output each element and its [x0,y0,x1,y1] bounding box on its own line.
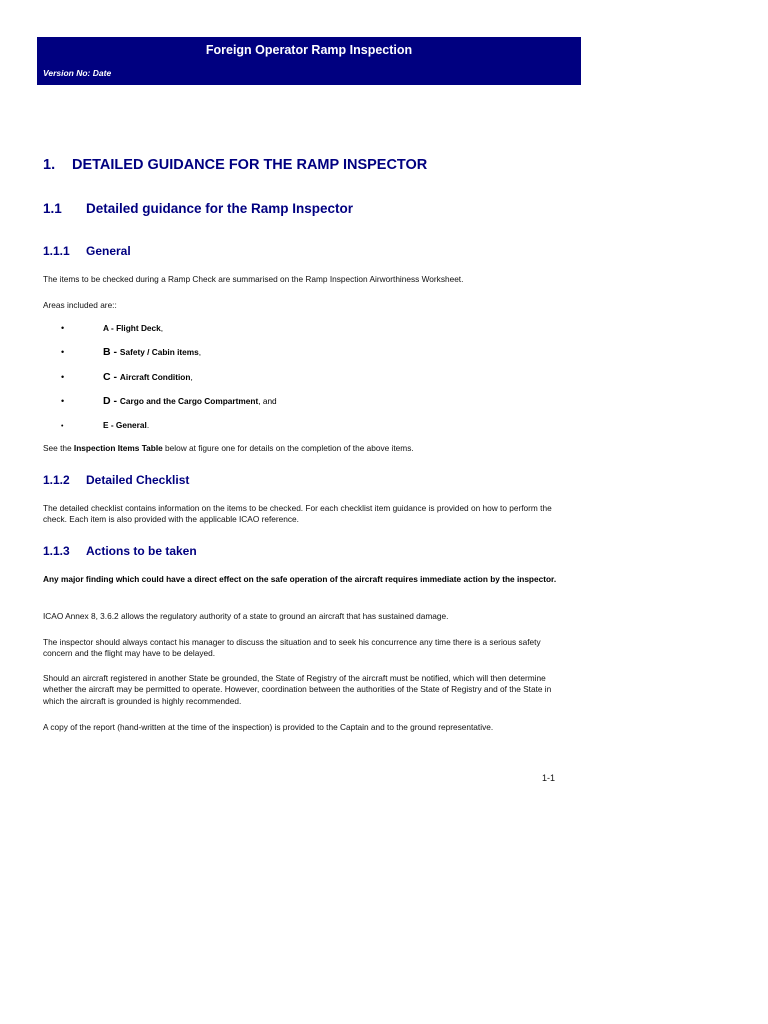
list-item: • A - Flight Deck, [61,323,164,333]
section-number: 1.1 [43,201,62,216]
general-intro-paragraph: The items to be checked during a Ramp Check are summarised on the Ramp Inspection Airworthiness Worksheet. [43,274,464,284]
section-1-1-2-heading [43,473,189,487]
bullet-icon: • [61,423,64,430]
header-banner [37,37,581,85]
section-1-heading [43,157,427,173]
section-number: 1.1.2 [43,473,70,487]
section-title: Detailed Checklist [86,473,190,487]
list-item: • E - General. [61,420,150,430]
section-1-1-1-heading [43,244,131,258]
list-item: • C - Aircraft Condition, [61,371,193,383]
bullet-icon: • [61,347,65,357]
bullet-icon: • [61,396,65,406]
section-number: 1.1.3 [43,544,70,558]
icao-annex-paragraph: ICAO Annex 8, 3.6.2 allows the regulatory authority of a state to ground an aircraft that has sustained damage. [43,611,449,621]
section-title: Detailed guidance for the Ramp Inspector [86,201,354,216]
contact-manager-paragraph: The inspector should always contact his manager to discuss the situation and to seek his concurrence any time there is a serious safety concern and the flight may have to be delayed. [43,637,541,659]
areas-label: Areas included are:: [43,300,117,310]
section-1-1-3-heading [43,544,197,558]
inspection-items-table-reference: Inspection Items Table [73,443,163,453]
section-1-1-heading [43,201,353,216]
bullet-icon: • [61,372,65,382]
report-copy-paragraph: A copy of the report (hand-written at the time of the inspection) is provided to the Captain and to the ground representative. [43,722,494,732]
document-title: Foreign Operator Ramp Inspection [205,43,413,57]
page-number: 1-1 [542,773,556,783]
see-table-paragraph: See the Inspection Items Table below at figure one for details on the completion of the above items. [43,443,414,453]
list-item: • B - Safety / Cabin items, [61,346,202,358]
grounding-paragraph: Should an aircraft registered in another State be grounded, the State of Registry of the aircraft must be notified, which will then determine whether the aircraft may be permitted to operate. However, coordination between the authorities of the State of Registry and of the State in which the aircraft is grounded is highly recommended. [43,673,552,706]
section-title: DETAILED GUIDANCE FOR THE RAMP INSPECTOR [72,157,428,173]
checklist-paragraph: The detailed checklist contains information on the items to be checked. For each checklist item guidance is provided on how to perform the check. Each item is also provided with the applicable ICAO reference. [43,503,552,525]
section-number: 1.1.1 [43,244,70,258]
section-number: 1. [43,157,56,173]
version-label: Version No: Date [43,68,112,78]
section-title: Actions to be taken [86,544,197,558]
major-finding-paragraph: Any major finding which could have a direct effect on the safe operation of the aircraft requires immediate action by the inspector. [43,574,557,584]
bullet-icon: • [61,323,65,333]
list-item: • D - Cargo and the Cargo Compartment, and [61,395,277,407]
section-title: General [86,244,131,258]
